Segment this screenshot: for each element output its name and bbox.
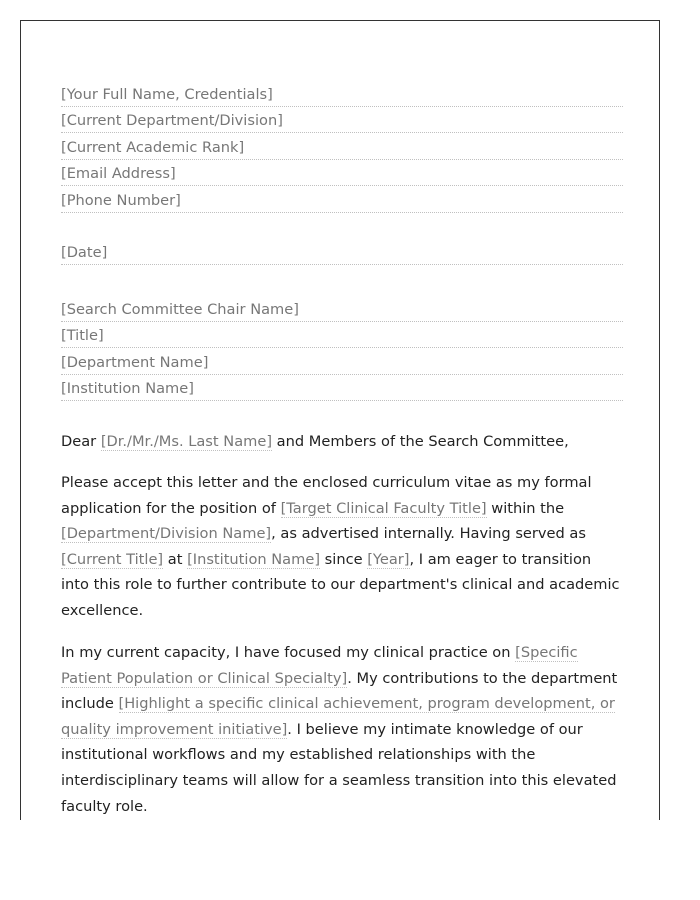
paragraph-1-text-3: , as advertised internally. Having served as (271, 525, 586, 543)
sender-name-field[interactable]: [Your Full Name, Credentials] (61, 83, 623, 107)
sender-rank-field[interactable]: [Current Academic Rank] (61, 136, 623, 160)
specialty-placeholder[interactable]: [Specific Patient Population or Clinical Specialty] (61, 644, 578, 687)
salutation-prefix: Dear (61, 433, 101, 450)
sender-email-field[interactable]: [Email Address] (61, 162, 623, 186)
paragraph-2-text-3: . I believe my intimate knowledge of our institutional workflows and my established relationships with the interdisciplinary teams will allow for a seamless transition into this elevated faculty role. (61, 720, 617, 815)
recipient-name-field[interactable]: [Search Committee Chair Name] (61, 298, 623, 322)
paragraph-1-text-6: , I am eager to transition into this role to further contribute to our department's clinical and academic excellence. (61, 550, 620, 619)
salutation (61, 429, 623, 455)
year-placeholder[interactable]: [Year] (367, 550, 410, 568)
recipient-title-field[interactable]: [Title] (61, 324, 623, 348)
paragraph-1-text-4: at (163, 550, 188, 568)
paragraph-1-text-2: within the (486, 499, 565, 517)
salutation-name-placeholder[interactable]: [Dr./Mr./Ms. Last Name] (100, 433, 273, 450)
sender-department-field[interactable]: [Current Department/Division] (61, 109, 623, 133)
paragraph-2-text-1: In my current capacity, I have focused my clinical practice on (61, 644, 516, 661)
department-division-placeholder[interactable]: [Department/Division Name] (61, 525, 272, 543)
paragraph-1-text-1: Please accept this letter and the enclosed curriculum vitae as my formal application for the position of (61, 474, 592, 517)
recipient-institution-field[interactable]: [Institution Name] (61, 377, 623, 401)
letter-page (20, 20, 660, 820)
salutation-suffix: and Members of the Search Committee, (272, 433, 569, 450)
paragraph-1-text-5: since (320, 550, 368, 568)
paragraph-2-text-2: . My contributions to the department include (61, 669, 618, 713)
current-title-placeholder[interactable]: [Current Title] (61, 550, 164, 568)
date-field[interactable]: [Date] (61, 241, 623, 265)
target-faculty-title-placeholder[interactable]: [Target Clinical Faculty Title] (280, 499, 487, 517)
body-paragraph-1 (61, 470, 623, 624)
recipient-department-field[interactable]: [Department Name] (61, 351, 623, 375)
institution-name-placeholder[interactable]: [Institution Name] (187, 550, 321, 568)
body-paragraph-2 (61, 640, 623, 819)
sender-phone-field[interactable]: [Phone Number] (61, 189, 623, 213)
achievement-placeholder[interactable]: [Highlight a specific clinical achievement, program development, or quality improvement initiative] (61, 695, 615, 738)
